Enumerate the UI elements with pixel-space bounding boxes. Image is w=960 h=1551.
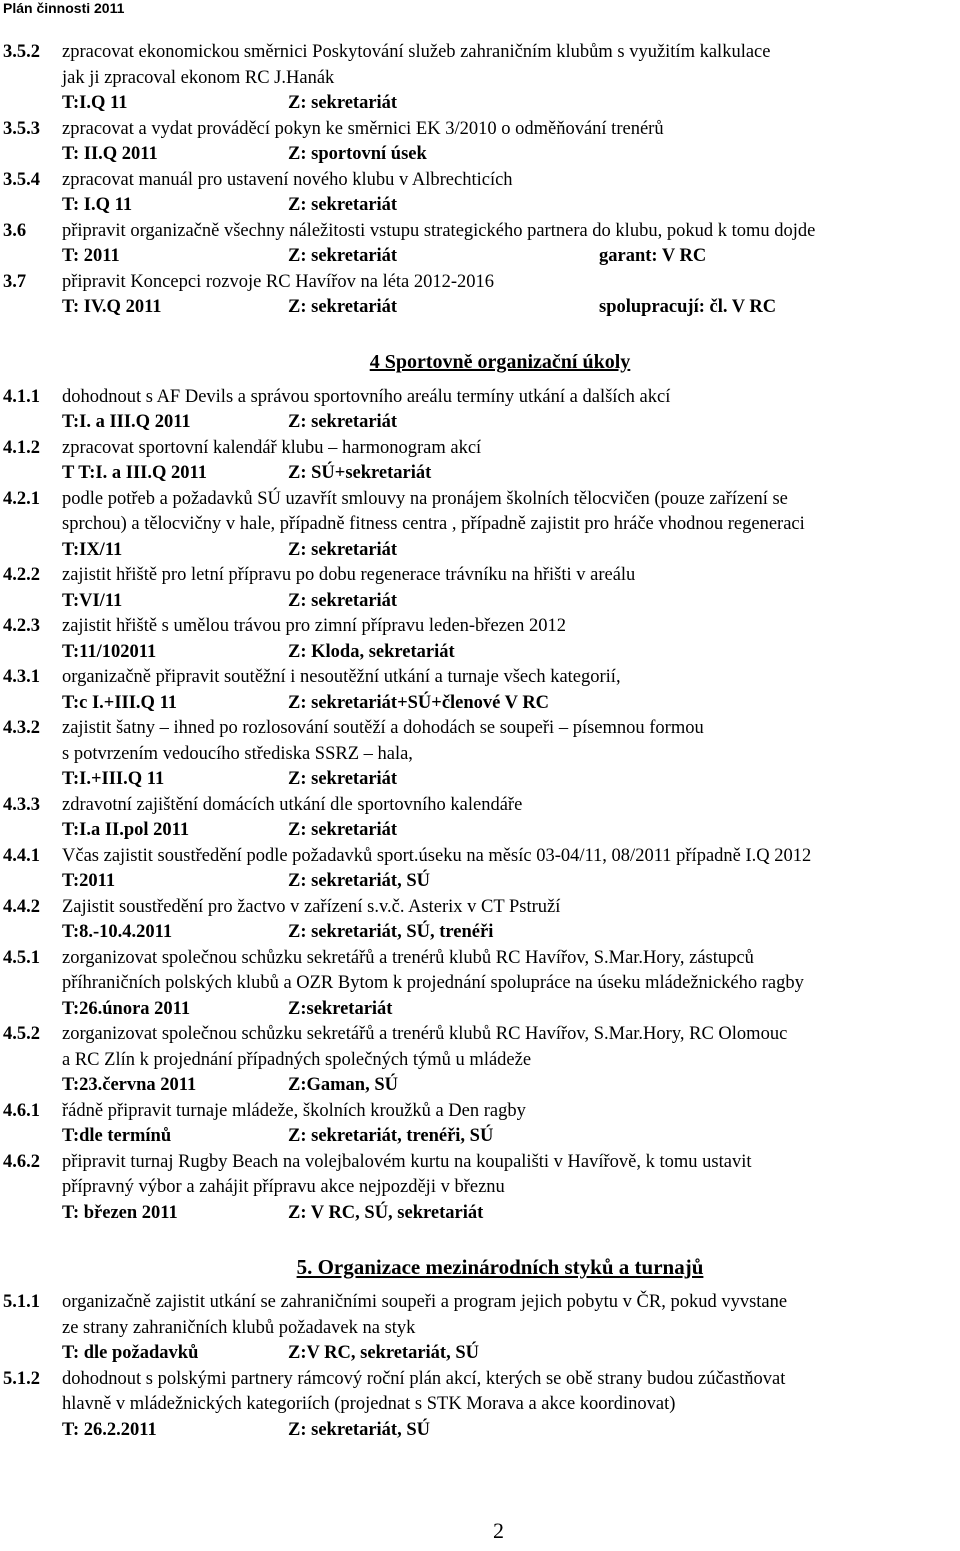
task-responsible: Z: sekretariát (288, 539, 398, 560)
task-responsible: Z: sekretariát (288, 297, 398, 317)
task-term: T:dle termínů (62, 1126, 172, 1146)
task-responsible: Z: sekretariát (288, 93, 398, 113)
task-description: zorganizovat společnou schůzku sekretářů a trenérů klubů RC Havířov, S.Mar.Hory, RC Olomouc (62, 1024, 788, 1044)
task-number: 4.1.1 (3, 386, 40, 407)
task-number: 4.2.2 (3, 565, 40, 585)
task-term: T:I.+III.Q 11 (62, 769, 165, 789)
task-number: 4.5.2 (3, 1024, 40, 1044)
task-description: ze strany zahraničních klubů požadavek na styk (62, 1317, 416, 1338)
task-description: připravit turnaj Rugby Beach na volejbalovém kurtu na koupališti v Havířově, k tomu ustavit (62, 1151, 752, 1172)
task-number: 4.6.1 (3, 1100, 40, 1121)
task-description: zajistit hřiště s umělou trávou pro zimní přípravu leden-březen 2012 (62, 616, 566, 636)
task-responsible: Z: V RC, SÚ, sekretariát (288, 1202, 484, 1223)
task-term: T:I.Q 11 (62, 93, 128, 113)
task-responsible: Z:sekretariát (288, 998, 393, 1019)
task-number: 3.5.4 (3, 169, 40, 190)
task-responsible: Z: sekretariát (288, 195, 398, 215)
page-number: 2 (493, 1518, 504, 1543)
task-extra: garant: V RC (599, 246, 707, 266)
task-term: T:23.června 2011 (62, 1075, 197, 1095)
task-description: zpracovat manuál pro ustavení nového klubu v Albrechticích (62, 169, 513, 190)
section-heading: 5. Organizace mezinárodních styků a turnajů (296, 1255, 704, 1279)
task-term: T T:I. a III.Q 2011 (62, 463, 207, 483)
task-term: T: II.Q 2011 (62, 144, 158, 164)
task-description: hlavně v mládežnických kategoriích (projednat s STK Morava a akce koordinovat) (62, 1394, 676, 1414)
task-description: s potvrzením vedoucího střediska SSRZ – hala, (62, 743, 413, 764)
task-term: T:2011 (62, 871, 116, 891)
task-term: T: dle požadavků (62, 1343, 199, 1363)
task-term: T: IV.Q 2011 (62, 297, 162, 317)
task-term: T:I. a III.Q 2011 (62, 412, 191, 432)
task-number: 3.7 (3, 271, 27, 292)
task-description: jak ji zpracoval ekonom RC J.Hanák (62, 67, 335, 88)
task-description: dohodnout s AF Devils a správou sportovního areálu termíny utkání a dalších akcí (62, 386, 671, 407)
task-responsible: Z: sportovní úsek (288, 144, 427, 164)
task-description: řádně připravit turnaje mládeže, školních kroužků a Den ragby (62, 1100, 526, 1121)
task-number: 4.3.3 (3, 794, 40, 815)
task-responsible: Z: sekretariát+SÚ+členové V RC (288, 692, 550, 713)
task-term: T:I.a II.pol 2011 (62, 820, 190, 840)
task-term: T:c I.+III.Q 11 (62, 692, 178, 713)
task-description: připravit Koncepci rozvoje RC Havířov na léta 2012-2016 (62, 271, 495, 292)
task-responsible: Z: sekretariát (288, 820, 398, 840)
task-number: 4.4.2 (3, 896, 40, 917)
task-description: organizačně zajistit utkání se zahraničními soupeři a program jejich pobytu v ČR, pokud vyvstane (62, 1292, 788, 1312)
task-number: 5.1.2 (3, 1368, 40, 1389)
task-term: T:VI/11 (62, 590, 123, 611)
task-responsible: Z: sekretariát (288, 246, 398, 266)
task-term: T: březen 2011 (62, 1202, 178, 1223)
task-description: zpracovat ekonomickou směrnici Poskytování služeb zahraničním klubům s využitím kalkulace (62, 42, 771, 62)
task-number: 3.6 (3, 220, 27, 241)
task-term: T:26.února 2011 (62, 998, 191, 1019)
task-description: zdravotní zajištění domácích utkání dle sportovního kalendáře (62, 794, 523, 815)
task-number: 3.5.3 (3, 118, 40, 139)
task-responsible: Z: sekretariát (288, 590, 398, 611)
task-number: 4.4.1 (3, 845, 40, 866)
task-description: zajistit šatny – ihned po rozlosování soutěží a dohodách se soupeři – písemnou formou (62, 718, 704, 738)
task-term: T: 26.2.2011 (62, 1419, 157, 1440)
task-description: příhraničních polských klubů a OZR Bytom k projednání spolupráce na úseku mládežnického ragby (62, 973, 804, 993)
task-description: zajistit hřiště pro letní přípravu po dobu regenerace trávníku na hřišti v areálu (62, 565, 636, 585)
page-header: Plán činnosti 2011 (3, 0, 125, 16)
task-extra: spolupracují: čl. V RC (599, 297, 777, 317)
task-term: T:IX/11 (62, 539, 123, 560)
task-number: 4.3.2 (3, 718, 40, 738)
task-number: 5.1.1 (3, 1292, 40, 1312)
task-number: 3.5.2 (3, 42, 40, 62)
task-responsible: Z: sekretariát (288, 412, 398, 432)
task-description: sprchou) a tělocvičny v hale, případně fitness centra , případně zajistit pro hráče vhodnou regeneraci (62, 514, 805, 534)
task-term: T: I.Q 11 (62, 195, 133, 215)
task-term: T:8.-10.4.2011 (62, 922, 173, 942)
task-description: Zajistit soustředění pro žactvo v zařízení s.v.č. Asterix v CT Pstruží (62, 896, 561, 917)
task-description: připravit organizačně všechny náležitosti vstupu strategického partnera do klubu, pokud k tomu dojde (62, 220, 816, 241)
task-description: zorganizovat společnou schůzku sekretářů a trenérů klubů RC Havířov, S.Mar.Hory, zástupců (62, 947, 754, 968)
task-number: 4.2.1 (3, 488, 40, 509)
task-responsible: Z:Gaman, SÚ (288, 1075, 398, 1095)
task-description: přípravný výbor a zahájit přípravu akce nejpozději v březnu (62, 1177, 505, 1197)
task-responsible: Z: SÚ+sekretariát (288, 463, 432, 483)
task-number: 4.1.2 (3, 437, 40, 458)
task-number: 4.3.1 (3, 667, 40, 687)
task-description: dohodnout s polskými partnery rámcový roční plán akcí, kterých se obě strany budou zúčastňovat (62, 1368, 786, 1389)
task-responsible: Z: sekretariát, SÚ (288, 871, 430, 891)
task-term: T: 2011 (62, 246, 120, 266)
task-description: zpracovat a vydat prováděcí pokyn ke směrnici EK 3/2010 o odměňování trenérů (62, 118, 664, 139)
task-responsible: Z: sekretariát, SÚ, trenéři (288, 922, 494, 942)
task-number: 4.2.3 (3, 616, 40, 636)
task-responsible: Z: sekretariát, trenéři, SÚ (288, 1126, 494, 1146)
task-responsible: Z: Kloda, sekretariát (288, 641, 455, 662)
task-description: a RC Zlín k projednání případných společných týmů u mládeže (62, 1049, 532, 1070)
task-responsible: Z: sekretariát, SÚ (288, 1419, 430, 1440)
task-number: 4.6.2 (3, 1151, 40, 1172)
task-description: organizačně připravit soutěžní i nesoutěžní utkání a turnaje všech kategorií, (62, 667, 621, 687)
task-responsible: Z: sekretariát (288, 769, 398, 789)
task-number: 4.5.1 (3, 947, 40, 968)
task-description: podle potřeb a požadavků SÚ uzavřít smlouvy na pronájem školních tělocvičen (pouze zařízení se (62, 488, 788, 509)
task-responsible: Z:V RC, sekretariát, SÚ (288, 1343, 479, 1363)
task-term: T:11/102011 (62, 641, 157, 662)
section-heading: 4 Sportovně organizační úkoly (369, 350, 631, 373)
task-description: zpracovat sportovní kalendář klubu – harmonogram akcí (62, 437, 482, 458)
task-description: Včas zajistit soustředění podle požadavků sport.úseku na měsíc 03-04/11, 08/2011 případně I.Q 2012 (62, 845, 812, 866)
